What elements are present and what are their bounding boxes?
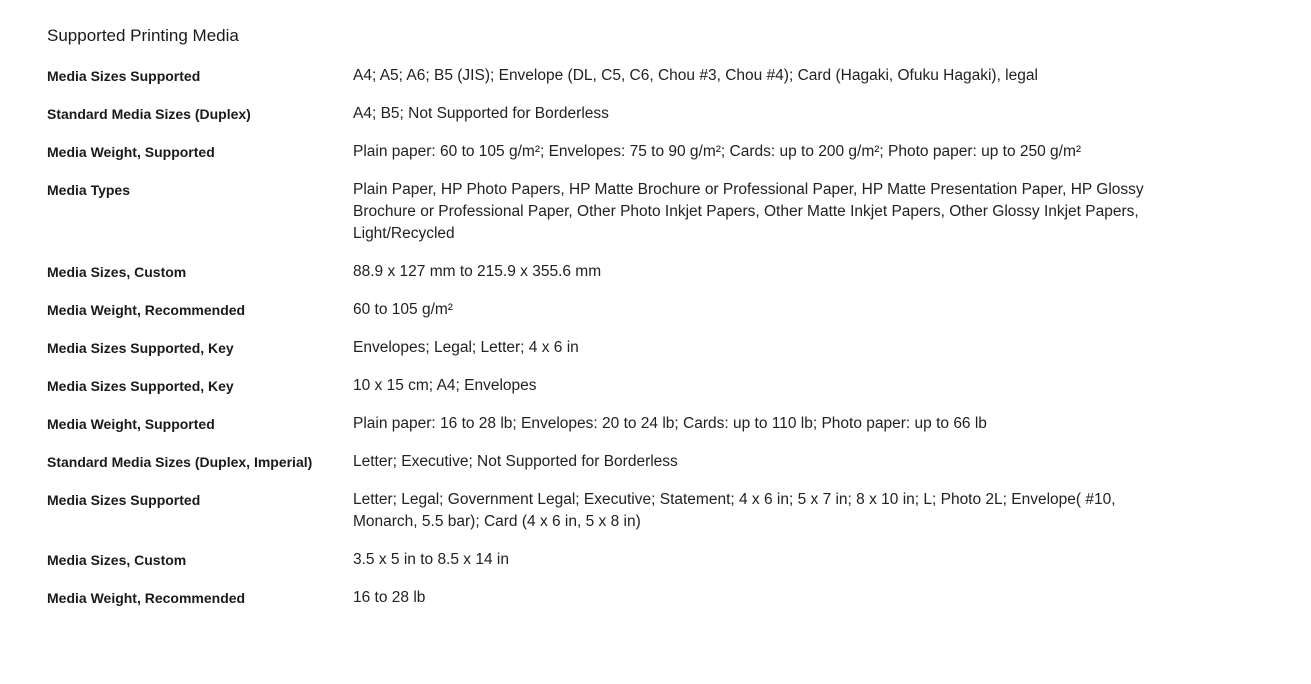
spec-row (47, 542, 1177, 580)
spec-label: Media Types (47, 182, 130, 198)
spec-value: 10 x 15 cm; A4; Envelopes (353, 377, 537, 394)
spec-label: Media Weight, Supported (47, 144, 215, 160)
spec-row (47, 330, 1177, 368)
spec-row (47, 406, 1177, 444)
spec-value: 60 to 105 g/m² (353, 301, 453, 318)
spec-row (47, 580, 1177, 618)
spec-row (47, 58, 1177, 96)
spec-row (47, 172, 1177, 254)
spec-row (47, 444, 1177, 482)
spec-row (47, 134, 1177, 172)
spec-value: 3.5 x 5 in to 8.5 x 14 in (353, 551, 509, 568)
spec-label: Media Weight, Recommended (47, 590, 246, 606)
section-title: Supported Printing Media (47, 26, 239, 45)
spec-row (47, 254, 1177, 292)
spec-value: Plain Paper, HP Photo Papers, HP Matte Brochure or Professional Paper, HP Matte Presentation Paper, HP Glossy Brochure or Professional Paper, Other Photo Inkjet Papers, Other Matte Inkjet Papers, Other Glossy Inkjet Papers, Light/Recycled (353, 181, 1144, 242)
spec-value: Plain paper: 60 to 105 g/m²; Envelopes: 75 to 90 g/m²; Cards: up to 200 g/m²; Photo paper: up to 250 g/m² (353, 143, 1082, 160)
spec-label: Standard Media Sizes (Duplex, Imperial) (47, 454, 313, 470)
spec-label: Media Sizes Supported, Key (47, 340, 234, 356)
spec-row (47, 96, 1177, 134)
spec-label: Standard Media Sizes (Duplex) (47, 106, 251, 122)
spec-label: Media Sizes Supported, Key (47, 378, 234, 394)
spec-value: Plain paper: 16 to 28 lb; Envelopes: 20 to 24 lb; Cards: up to 110 lb; Photo paper: up to 66 lb (353, 415, 987, 432)
spec-label: Media Sizes Supported (47, 492, 201, 508)
spec-value: A4; B5; Not Supported for Borderless (353, 105, 609, 122)
spec-label: Media Sizes, Custom (47, 264, 187, 280)
spec-row (47, 292, 1177, 330)
spec-value: A4; A5; A6; B5 (JIS); Envelope (DL, C5, C6, Chou #3, Chou #4); Card (Hagaki, Ofuku Hagaki), legal (353, 67, 1038, 84)
spec-value: Envelopes; Legal; Letter; 4 x 6 in (353, 339, 579, 356)
spec-label: Media Weight, Recommended (47, 302, 246, 318)
spec-value: Letter; Executive; Not Supported for Borderless (353, 453, 678, 470)
spec-label: Media Sizes Supported (47, 68, 201, 84)
spec-list (47, 58, 1177, 618)
spec-row (47, 368, 1177, 406)
spec-label: Media Sizes, Custom (47, 552, 187, 568)
spec-value: Letter; Legal; Government Legal; Executive; Statement; 4 x 6 in; 5 x 7 in; 8 x 10 in; L; Photo 2L; Envelope( #10, Monarch, 5.5 bar); Card (4 x 6 in, 5 x 8 in) (353, 491, 1116, 530)
spec-value: 16 to 28 lb (353, 589, 426, 606)
spec-value: 88.9 x 127 mm to 215.9 x 355.6 mm (353, 263, 602, 280)
supported-printing-media-section (47, 24, 1177, 618)
spec-label: Media Weight, Supported (47, 416, 215, 432)
spec-row (47, 482, 1177, 542)
